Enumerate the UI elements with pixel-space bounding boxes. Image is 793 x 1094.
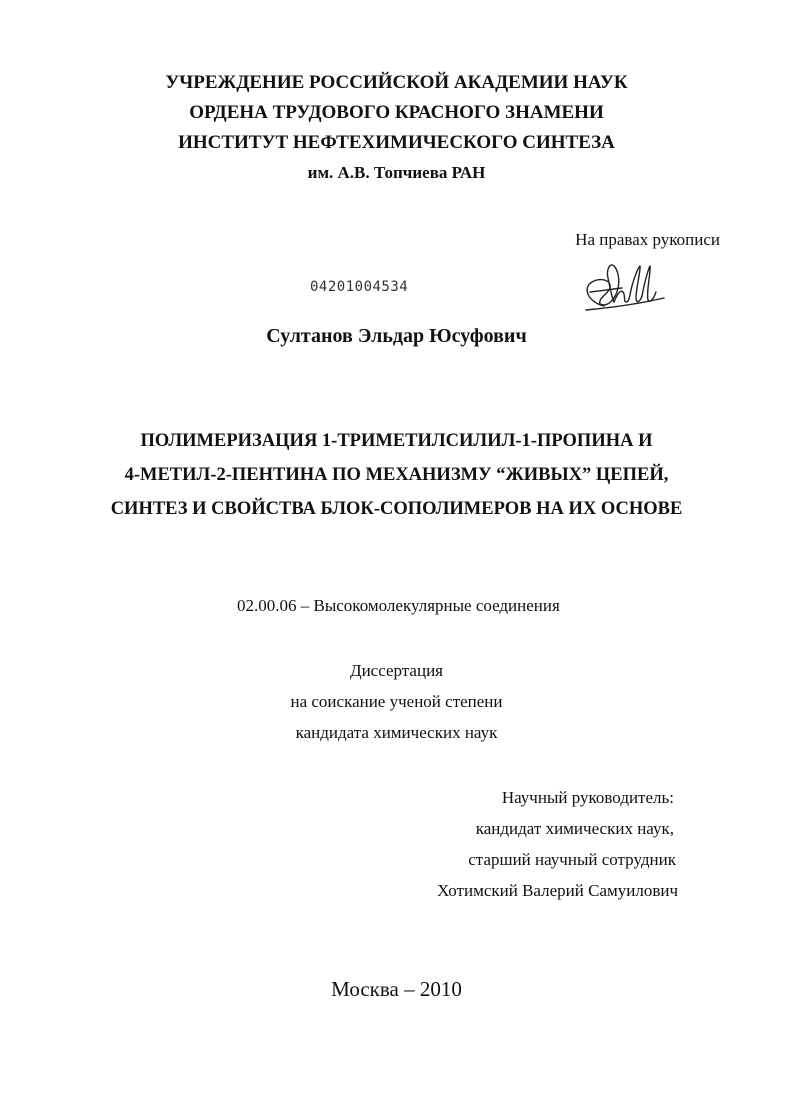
specialty: 02.00.06 – Высокомолекулярные соединения — [237, 596, 560, 615]
supervisor-degree: кандидат химических наук, — [475, 819, 674, 838]
institution-line-4: им. А.В. Топчиева РАН — [307, 163, 486, 182]
supervisor-position: старший научный сотрудник — [468, 850, 676, 869]
dissertation-line-2: на соискание ученой степени — [290, 692, 503, 711]
author-name: Султанов Эльдар Юсуфович — [266, 325, 527, 347]
institution-line-2: ОРДЕНА ТРУДОВОГО КРАСНОГО ЗНАМЕНИ — [189, 102, 604, 123]
signature-image — [578, 258, 670, 320]
title-line-1: ПОЛИМЕРИЗАЦИЯ 1-ТРИМЕТИЛСИЛИЛ-1-ПРОПИНА И — [140, 431, 653, 451]
title-line-3: СИНТЕЗ И СВОЙСТВА БЛОК-СОПОЛИМЕРОВ НА ИХ ОСНОВЕ — [110, 499, 683, 519]
serial-number: 04201004534 — [310, 279, 409, 295]
supervisor-name: Хотимский Валерий Самуилович — [437, 881, 678, 900]
supervisor-label: Научный руководитель: — [501, 788, 674, 807]
city-year: Москва – 2010 — [331, 977, 462, 1001]
manuscript-note: На правах рукописи — [575, 230, 720, 249]
institution-line-3: ИНСТИТУТ НЕФТЕХИМИЧЕСКОГО СИНТЕЗА — [178, 132, 615, 153]
dissertation-line-1: Диссертация — [349, 661, 443, 680]
dissertation-line-3: кандидата химических наук — [295, 723, 498, 742]
institution-line-1: УЧРЕЖДЕНИЕ РОССИЙСКОЙ АКАДЕМИИ НАУК — [165, 72, 628, 93]
title-line-2: 4-МЕТИЛ-2-ПЕНТИНА ПО МЕХАНИЗМУ “ЖИВЫХ” ЦЕПЕЙ, — [124, 465, 669, 485]
